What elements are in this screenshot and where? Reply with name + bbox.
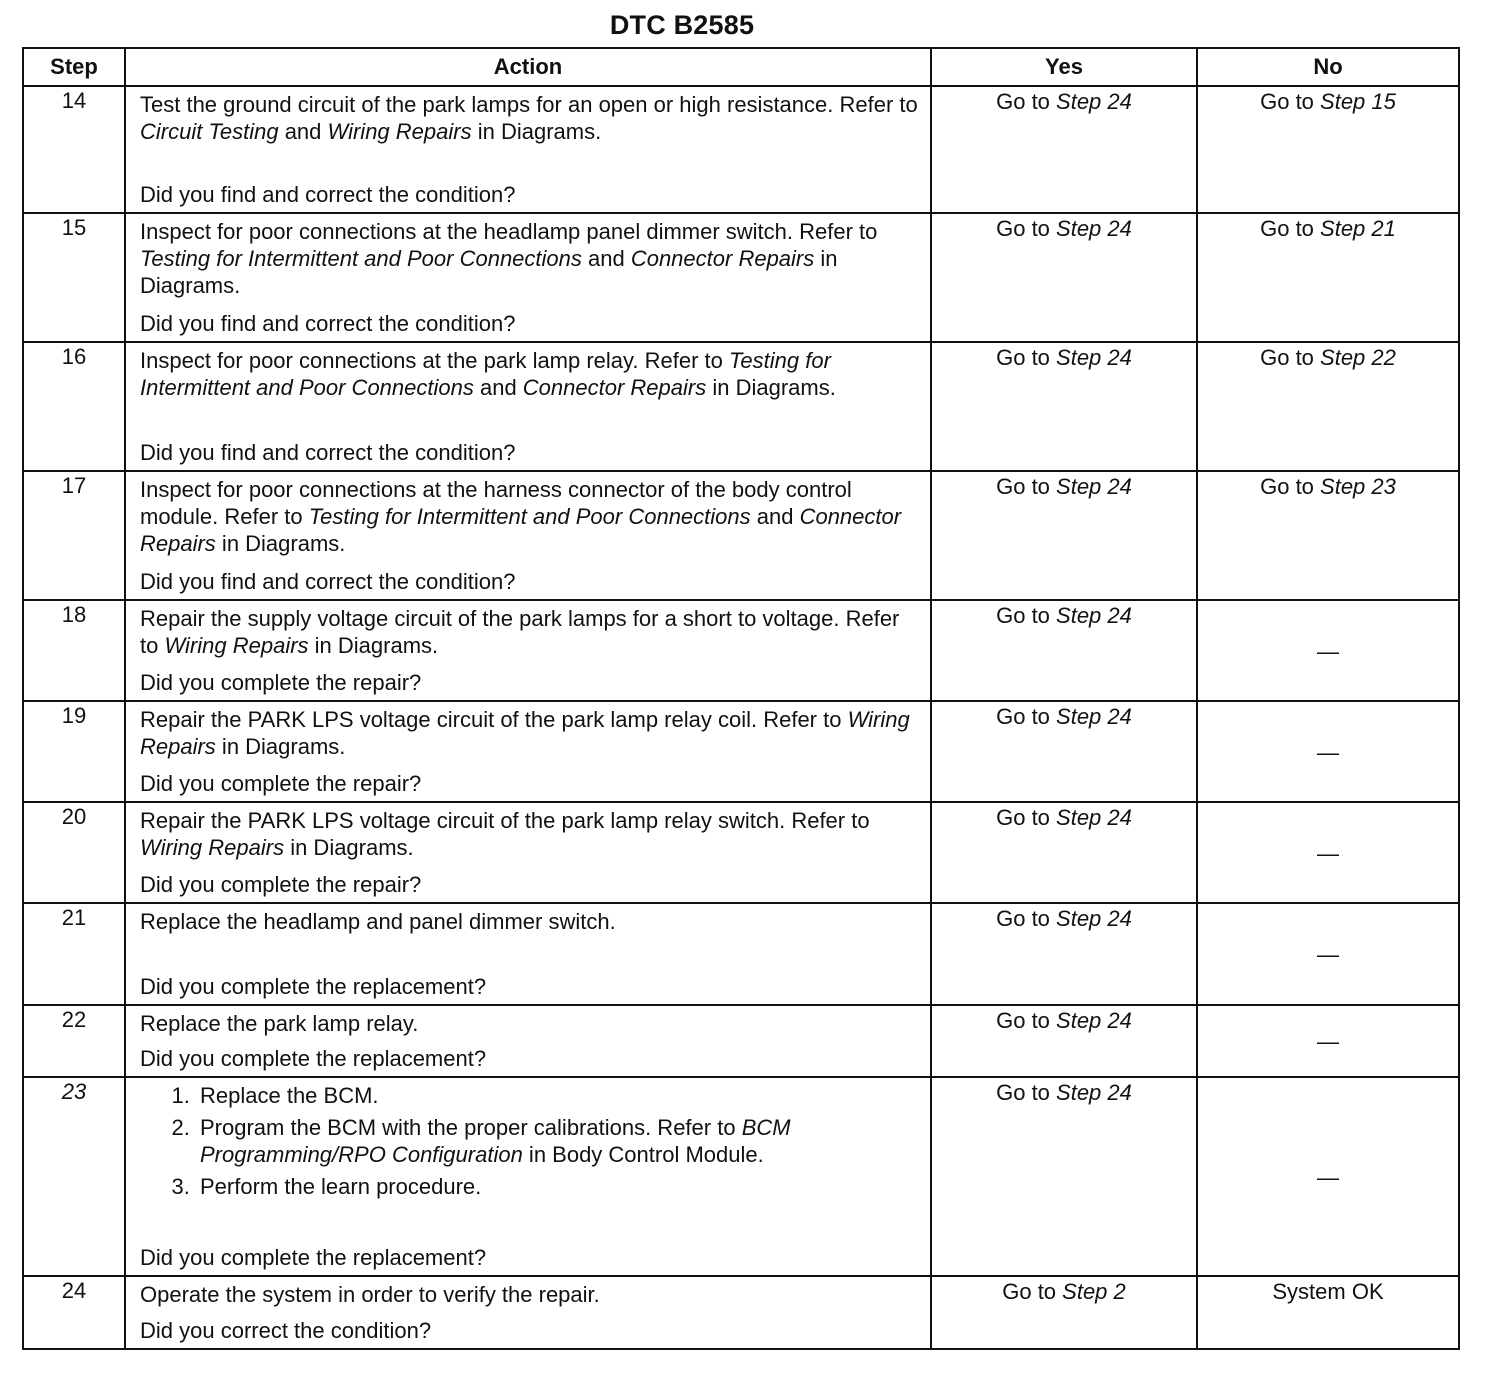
yes-goto-text: Go to — [996, 1008, 1057, 1033]
no-cell — [1197, 213, 1459, 342]
substep-item — [196, 1082, 918, 1109]
table-row — [23, 1077, 1459, 1276]
dtc-table — [22, 47, 1460, 1350]
no-step-ref: Step 21 — [1320, 216, 1396, 241]
action-instructions — [140, 1082, 918, 1205]
action-question: Did you find and correct the condition? — [140, 440, 516, 465]
step-number: 14 — [23, 86, 125, 213]
yes-cell — [931, 1276, 1197, 1349]
no-goto-text: Go to — [1260, 216, 1321, 241]
reference-link-text: Connector Repairs — [140, 504, 902, 556]
action-content — [140, 807, 918, 898]
substep-item — [196, 1173, 918, 1200]
header-action: Action — [125, 48, 931, 86]
not-applicable-dash: — — [1317, 840, 1339, 866]
yes-cell — [931, 86, 1197, 213]
action-content — [140, 706, 918, 797]
action-question: Did you find and correct the condition? — [140, 311, 516, 336]
action-text: and — [581, 246, 631, 271]
reference-link-text: Testing for Intermittent and Poor Connections — [308, 504, 751, 529]
table-row — [23, 1276, 1459, 1349]
action-text: in Diagrams. — [284, 835, 414, 860]
action-cell — [125, 1077, 931, 1276]
no-goto-text: Go to — [1260, 345, 1321, 370]
step-number: 17 — [23, 471, 125, 600]
action-text: Repair the PARK LPS voltage circuit of the park lamp relay coil. Refer to — [140, 707, 848, 732]
action-text: Replace the BCM. — [200, 1083, 379, 1108]
reference-link-text: Connector Repairs — [630, 246, 815, 271]
action-cell — [125, 903, 931, 1005]
no-cell — [1197, 342, 1459, 471]
no-cell — [1197, 1005, 1459, 1077]
yes-goto-text: Go to — [996, 345, 1057, 370]
yes-step-ref: Step 24 — [1056, 603, 1132, 628]
action-instructions — [140, 605, 918, 659]
action-question: Did you complete the replacement? — [140, 1046, 487, 1071]
action-text: Inspect for poor connections at the park lamp relay. Refer to — [140, 348, 730, 373]
action-text: Inspect for poor connections at the headlamp panel dimmer switch. Refer to — [140, 219, 878, 244]
yes-cell — [931, 802, 1197, 903]
reference-link-text: Connector Repairs — [522, 375, 707, 400]
yes-goto-text: Go to — [1002, 1279, 1063, 1304]
action-cell — [125, 471, 931, 600]
yes-step-ref: Step 24 — [1056, 345, 1132, 370]
action-cell — [125, 1005, 931, 1077]
action-text: Inspect for poor connections at the harness connector of the body control module. Refer to — [140, 477, 852, 529]
yes-goto-text: Go to — [996, 1080, 1057, 1105]
yes-step-ref: Step 24 — [1056, 805, 1132, 830]
action-instructions — [140, 218, 918, 299]
action-cell — [125, 701, 931, 802]
action-text: in Diagrams. — [140, 246, 838, 298]
table-row — [23, 1005, 1459, 1077]
yes-goto-text: Go to — [996, 805, 1057, 830]
action-instructions — [140, 1281, 918, 1308]
header-no: No — [1197, 48, 1459, 86]
yes-goto-text: Go to — [996, 89, 1057, 114]
not-applicable-dash: — — [1317, 942, 1339, 967]
action-instructions — [140, 1010, 918, 1037]
yes-goto-text: Go to — [996, 474, 1057, 499]
table-header — [23, 48, 1459, 86]
reference-link-text: Circuit Testing — [140, 119, 279, 144]
yes-step-ref: Step 24 — [1056, 704, 1132, 729]
step-number: 15 — [23, 213, 125, 342]
action-content — [140, 476, 918, 595]
not-applicable-dash: — — [1317, 1029, 1339, 1054]
action-instructions — [140, 807, 918, 861]
no-step-ref: Step 23 — [1320, 474, 1396, 499]
action-question: Did you complete the replacement? — [140, 1245, 487, 1270]
step-number: 21 — [23, 903, 125, 1005]
header-step: Step — [23, 48, 125, 86]
reference-link-text: Testing for Intermittent and Poor Connections — [140, 348, 831, 400]
table-row — [23, 802, 1459, 903]
yes-goto-text: Go to — [996, 216, 1057, 241]
reference-link-text: Wiring Repairs — [164, 633, 309, 658]
step-number: 19 — [23, 701, 125, 802]
table-body — [23, 86, 1459, 1349]
reference-link-text: Wiring Repairs — [140, 707, 910, 759]
action-text: in Diagrams. — [706, 375, 836, 400]
yes-cell — [931, 342, 1197, 471]
action-text: Replace the headlamp and panel dimmer switch. — [140, 909, 616, 934]
no-goto-text: Go to — [1260, 474, 1321, 499]
table-row — [23, 471, 1459, 600]
action-text: in Diagrams. — [215, 531, 346, 556]
table-row — [23, 600, 1459, 701]
yes-cell — [931, 600, 1197, 701]
yes-step-ref: Step 24 — [1056, 474, 1132, 499]
action-question: Did you complete the repair? — [140, 670, 422, 695]
action-cell — [125, 802, 931, 903]
action-instructions — [140, 908, 918, 935]
action-question: Did you complete the repair? — [140, 872, 422, 897]
yes-step-ref: Step 24 — [1056, 1080, 1132, 1105]
action-cell — [125, 86, 931, 213]
table-row — [23, 903, 1459, 1005]
yes-cell — [931, 1077, 1197, 1276]
table-row — [23, 342, 1459, 471]
action-content — [140, 908, 918, 1000]
action-text: in Diagrams. — [215, 734, 346, 759]
no-cell — [1197, 86, 1459, 213]
no-goto-text: Go to — [1260, 89, 1321, 114]
step-number: 16 — [23, 342, 125, 471]
action-question: Did you correct the condition? — [140, 1318, 432, 1343]
action-question: Did you find and correct the condition? — [140, 569, 516, 594]
not-applicable-dash: — — [1317, 739, 1339, 765]
document-title: DTC B2585 — [609, 10, 755, 40]
yes-cell — [931, 903, 1197, 1005]
no-cell — [1197, 1276, 1459, 1349]
table-row — [23, 701, 1459, 802]
no-step-ref: Step 15 — [1320, 89, 1396, 114]
step-number: 22 — [23, 1005, 125, 1077]
header-yes: Yes — [931, 48, 1197, 86]
yes-step-ref: Step 2 — [1062, 1279, 1126, 1304]
action-content — [140, 91, 918, 208]
yes-cell — [931, 471, 1197, 600]
step-number: 24 — [23, 1276, 125, 1349]
yes-step-ref: Step 24 — [1056, 906, 1132, 931]
table-row — [23, 86, 1459, 213]
action-instructions — [140, 91, 918, 145]
action-text: and — [750, 504, 800, 529]
no-cell — [1197, 471, 1459, 600]
action-question: Did you complete the repair? — [140, 771, 422, 796]
action-text: in Diagrams. — [308, 633, 439, 658]
no-cell — [1197, 903, 1459, 1005]
action-text: in Diagrams. — [471, 119, 602, 144]
reference-link-text: BCM Programming/RPO Configuration — [200, 1115, 791, 1167]
action-text: Repair the supply voltage circuit of the park lamps for a short to voltage. Refer to — [140, 606, 900, 658]
reference-link-text: Wiring Repairs — [140, 835, 285, 860]
action-text: Program the BCM with the proper calibrations. Refer to — [200, 1115, 742, 1140]
step-number: 23 — [23, 1077, 125, 1276]
action-text: Operate the system in order to verify the repair. — [140, 1282, 600, 1307]
action-text: Repair the PARK LPS voltage circuit of the park lamp relay switch. Refer to — [140, 808, 870, 833]
action-content — [140, 347, 918, 466]
no-cell — [1197, 701, 1459, 802]
no-cell — [1197, 1077, 1459, 1276]
yes-cell — [931, 213, 1197, 342]
yes-step-ref: Step 24 — [1056, 89, 1132, 114]
action-text: and — [473, 375, 523, 400]
action-text: and — [278, 119, 328, 144]
action-instructions — [140, 476, 918, 557]
no-step-ref: Step 22 — [1320, 345, 1396, 370]
yes-step-ref: Step 24 — [1056, 1008, 1132, 1033]
not-applicable-dash: — — [1317, 638, 1339, 664]
reference-link-text: Wiring Repairs — [327, 119, 472, 144]
action-question: Did you complete the replacement? — [140, 974, 487, 999]
action-instructions — [140, 706, 918, 760]
step-number: 18 — [23, 600, 125, 701]
action-instructions — [140, 347, 918, 401]
action-content — [140, 1010, 918, 1072]
no-result-text: System OK — [1272, 1279, 1384, 1304]
substep-item — [196, 1114, 918, 1168]
action-content — [140, 218, 918, 337]
action-content — [140, 1082, 918, 1271]
action-text: Replace the park lamp relay. — [140, 1011, 419, 1036]
reference-link-text: Testing for Intermittent and Poor Connections — [140, 246, 582, 271]
yes-goto-text: Go to — [996, 603, 1057, 628]
yes-goto-text: Go to — [996, 704, 1057, 729]
action-text: Perform the learn procedure. — [200, 1174, 482, 1199]
action-cell — [125, 342, 931, 471]
step-number: 20 — [23, 802, 125, 903]
action-cell — [125, 600, 931, 701]
action-content — [140, 605, 918, 696]
yes-cell — [931, 1005, 1197, 1077]
action-question: Did you find and correct the condition? — [140, 182, 516, 207]
no-cell — [1197, 802, 1459, 903]
action-text: Test the ground circuit of the park lamps for an open or high resistance. Refer to — [140, 92, 918, 117]
yes-goto-text: Go to — [996, 906, 1057, 931]
substep-list — [140, 1082, 918, 1200]
action-cell — [125, 213, 931, 342]
action-text: in Body Control Module. — [522, 1142, 764, 1167]
yes-step-ref: Step 24 — [1056, 216, 1132, 241]
no-cell — [1197, 600, 1459, 701]
action-content — [140, 1281, 918, 1344]
action-cell — [125, 1276, 931, 1349]
table-row — [23, 213, 1459, 342]
not-applicable-dash: — — [1317, 1164, 1339, 1190]
yes-cell — [931, 701, 1197, 802]
